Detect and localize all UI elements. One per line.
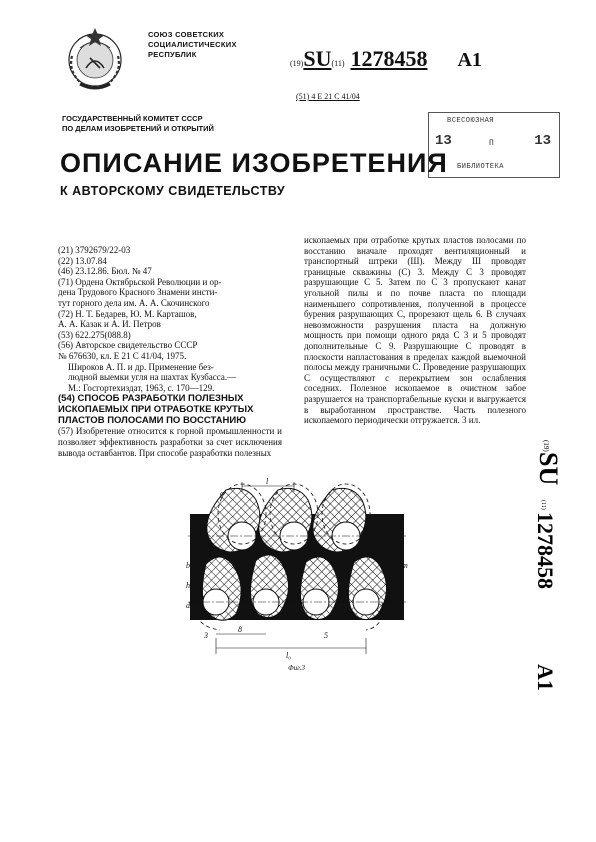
side-patent-number — [530, 440, 570, 700]
country-name: СОЮЗ СОВЕТСКИХ СОЦИАЛИСТИЧЕСКИХ РЕСПУБЛИК — [148, 30, 237, 59]
kind-code: А1 — [457, 49, 482, 71]
bibliographic-data: (21) 3792679/22-03 (22) 13.07.84 (46) 23.12.86. Бюл. № 47 (71) Ордена Октябрьской Революции и ор- дена Трудового Красного Знамени инсти- тут горного дела им. А. А. Скочинского (72) Н. Т. Бедарев, Ю. М. Карташов, А. А. Казак и А. И. Петров (53) 622.275(088.8) (56) Авторское свидетельство СССР № 676630, кл. Е 21 С 41/04, 1975. — [58, 245, 222, 361]
svg-text:А1: А1 — [533, 664, 558, 691]
patent-number: 1278458 — [350, 46, 428, 71]
svg-text:SU: SU — [534, 452, 563, 486]
document-title: ОПИСАНИЕ ИЗОБРЕТЕНИЯ — [60, 148, 448, 178]
ipc-classification: (51) 4 Е 21 С 41/04 — [296, 92, 360, 101]
library-stamp: ВСЕСОЮЗНАЯ 13 П 13 БИБЛИОТЕКА — [428, 112, 560, 178]
svg-text:h: h — [186, 581, 190, 590]
svg-text:g: g — [220, 489, 224, 498]
reference-citation: Широков А. П. и др. Применение без- людной выемки угля на шахтах Кузбасса.— М.: Госгортехиздат, 1963, с. 170—129. — [68, 361, 237, 393]
svg-text:m: m — [402, 561, 408, 570]
svg-text:5: 5 — [324, 631, 328, 640]
abstract-start: (57) Изобретение относится к горной промышленности и позволяет эффективность разработки за счет исключения вывода оставбантов. При способе разработки полезных — [58, 426, 282, 458]
committee-name: ГОСУДАРСТВЕННЫЙ КОМИТЕТ СССР ПО ДЕЛАМ ИЗОБРЕТЕНИЙ И ОТКРЫТИЙ — [62, 114, 214, 133]
svg-text:l₀: l₀ — [286, 651, 292, 660]
country-code: SU — [303, 46, 332, 71]
svg-text:l: l — [266, 478, 269, 486]
svg-text:b: b — [186, 561, 190, 570]
abstract-continuation: ископаемых при отработке крутых пластов полосами по восстанию вначале проходят вентиляционный и транспортный штреки (Ш). Между Ш проводят границные скважины (С) 3. Между С 3 проводят разрушающие С 5. Затем по С 3 пропускают канат угольной пилы и по почве пласта по площади наименьшего сопротивления, полученной в процессе бурения разрушающих С, прорезают щель 6. В случаях невозможности разрушения пласта на должную мощность при помощи одного ряда С 3 и 5 проводят дополнительные С 9. Разрушающие С проводят в плоскости напластования в пределах каждой выемочной полосы между граничными С. Проведение разрушающих С осуществляют с перекрытием зон ослабления соседних. Полезное ископаемое в очистном забое разрушается на транспортабельные куски и выгружается в выработанном пространстве. Часть полезного ископаемого периодически отгружается. 3 ил. — [304, 235, 526, 426]
bibliographic-column — [58, 245, 282, 458]
invention-title: (54) СПОСОБ РАЗРАБОТКИ ПОЛЕЗНЫХ ИСКОПАЕМЫХ ПРИ ОТРАБОТКЕ КРУТЫХ ПЛАСТОВ ПОЛОСАМИ ПО ВОССТАНИЮ — [58, 393, 254, 427]
mining-figure — [186, 478, 412, 678]
svg-text:8: 8 — [238, 625, 242, 634]
svg-text:(11): (11) — [540, 500, 546, 510]
document-subtitle: К АВТОРСКОМУ СВИДЕТЕЛЬСТВУ — [60, 184, 286, 198]
svg-text:(19): (19) — [542, 440, 550, 452]
svg-text:3: 3 — [204, 631, 208, 640]
patent-number-header: (19)SU(11) 1278458 А1 — [290, 46, 482, 71]
ussr-emblem-icon — [60, 22, 130, 94]
svg-text:d: d — [186, 601, 190, 610]
figure-caption: Фиг.3 — [288, 664, 306, 672]
svg-text:1278458: 1278458 — [533, 512, 558, 589]
